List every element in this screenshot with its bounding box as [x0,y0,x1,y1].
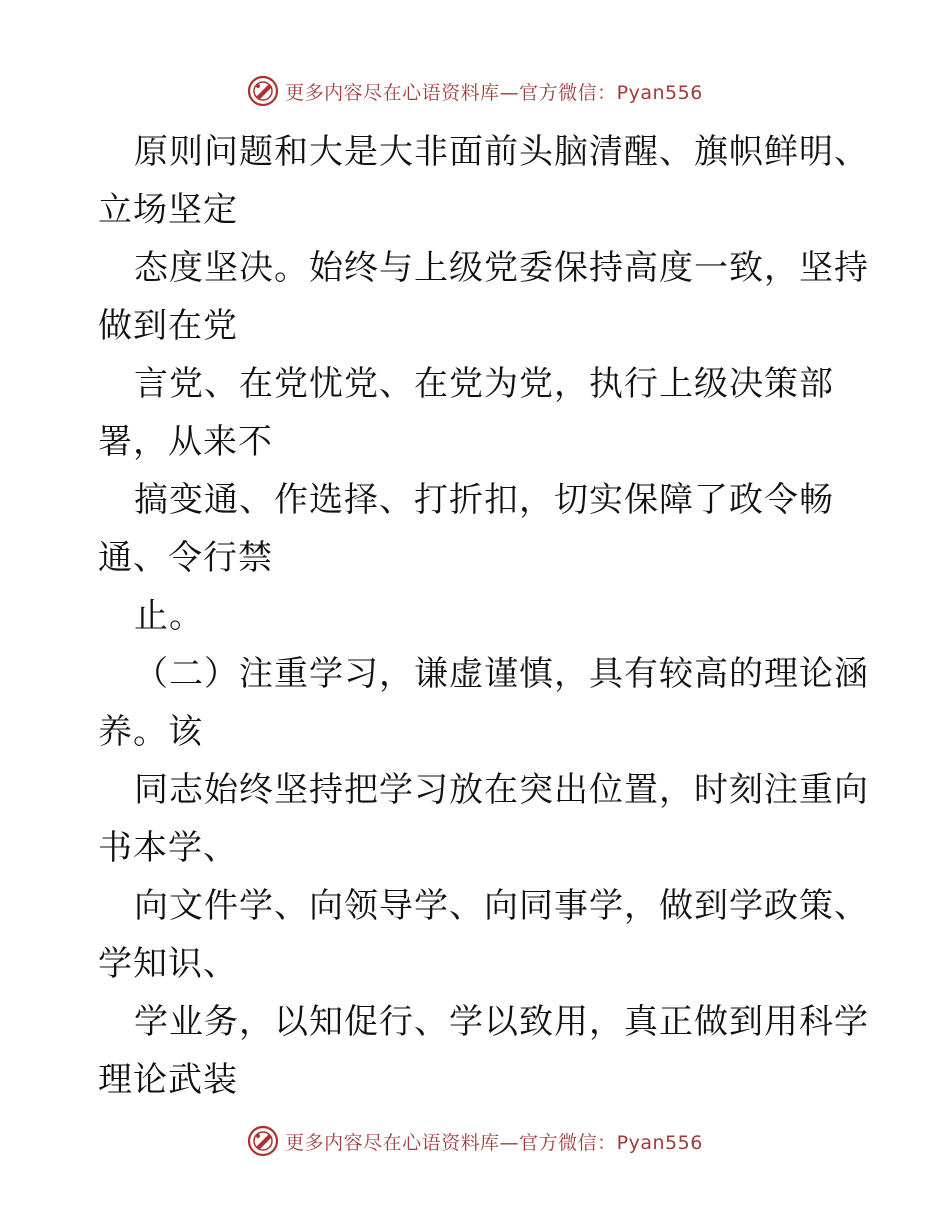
text-line: 立场坚定 [98,190,238,230]
text-line: 养。该 [98,712,203,752]
text-line: 止。 [134,596,204,636]
document-body [98,123,869,1109]
text-line: 向文件学、向领导学、向同事学，做到学政策、 [134,886,869,926]
text-line: 搞变通、作选择、打折扣，切实保障了政令畅 [134,480,834,520]
text-line: （二）注重学习，谦虚谨慎，具有较高的理论涵 [134,654,869,694]
header-banner-text: 更多内容尽在心语资料库—官方微信：Pyan556 [285,81,703,104]
text-line: 书本学、 [98,828,238,868]
text-line: 做到在党 [98,306,238,346]
header-banner [0,71,950,111]
text-line: 言党、在党忧党、在党为党，执行上级决策部 [134,364,834,404]
text-line: 同志始终坚持把学习放在突出位置，时刻注重向 [134,770,869,810]
footer-banner [0,1121,950,1161]
brand-logo-icon [247,1125,279,1157]
footer-banner-text: 更多内容尽在心语资料库—官方微信：Pyan556 [285,1131,703,1154]
text-line: 通、令行禁 [98,538,273,578]
text-line: 署，从来不 [98,422,273,462]
text-line: 学业务，以知促行、学以致用，真正做到用科学 [134,1002,869,1042]
text-line: 态度坚决。始终与上级党委保持高度一致，坚持 [134,248,869,288]
text-line: 原则问题和大是大非面前头脑清醒、旗帜鲜明、 [134,132,869,172]
brand-logo-icon [247,75,279,107]
text-line: 学知识、 [98,944,238,984]
text-line: 理论武装 [98,1060,238,1100]
